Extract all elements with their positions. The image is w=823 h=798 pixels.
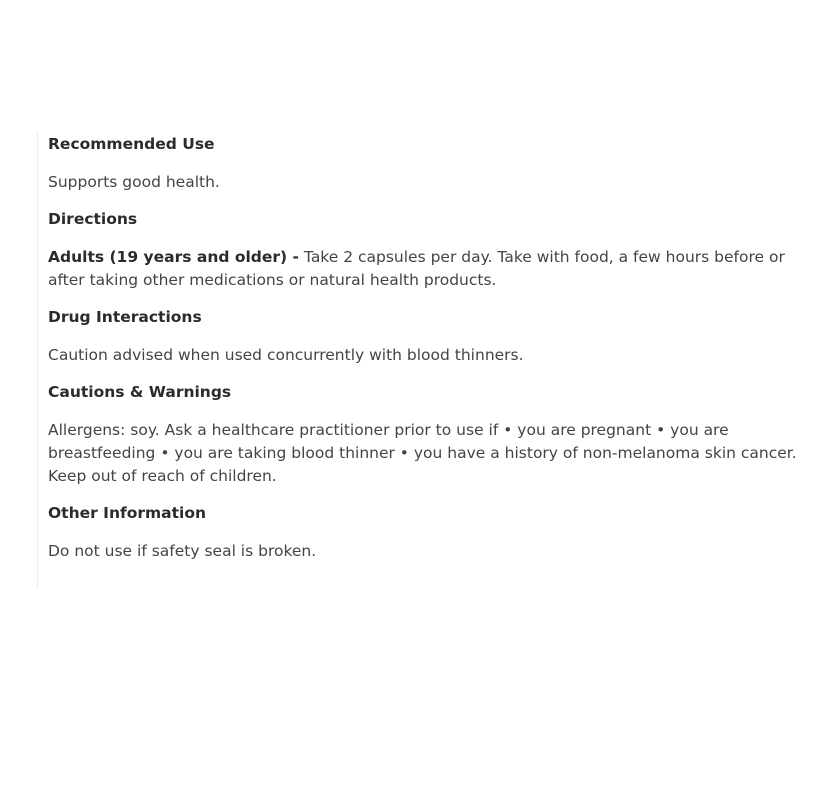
drug-interactions-heading: Drug Interactions — [48, 308, 202, 326]
recommended-use-heading: Recommended Use — [48, 135, 215, 153]
cautions-warnings-text: Allergens: soy. Ask a healthcare practitioner prior to use if • you are pregnant • you are breastfeeding • you are taking blood thinner • you have a history of non-melanoma skin cancer. Keep out of reach of children. — [48, 421, 797, 485]
other-information-text: Do not use if safety seal is broken. — [48, 542, 317, 560]
other-information-heading: Other Information — [48, 504, 207, 522]
directions-heading: Directions — [48, 210, 138, 228]
directions-detail: Take 2 capsules per day. Take with food, a few hours before or after taking other medications or natural health products. — [48, 248, 785, 289]
directions-lead: Adults (19 years and older) - — [48, 248, 299, 266]
directions-text — [48, 229, 797, 304]
product-details-panel — [37, 131, 797, 589]
recommended-use-text: Supports good health. — [48, 173, 220, 191]
cautions-warnings-heading: Cautions & Warnings — [48, 383, 232, 401]
drug-interactions-text: Caution advised when used concurrently with blood thinners. — [48, 346, 524, 364]
